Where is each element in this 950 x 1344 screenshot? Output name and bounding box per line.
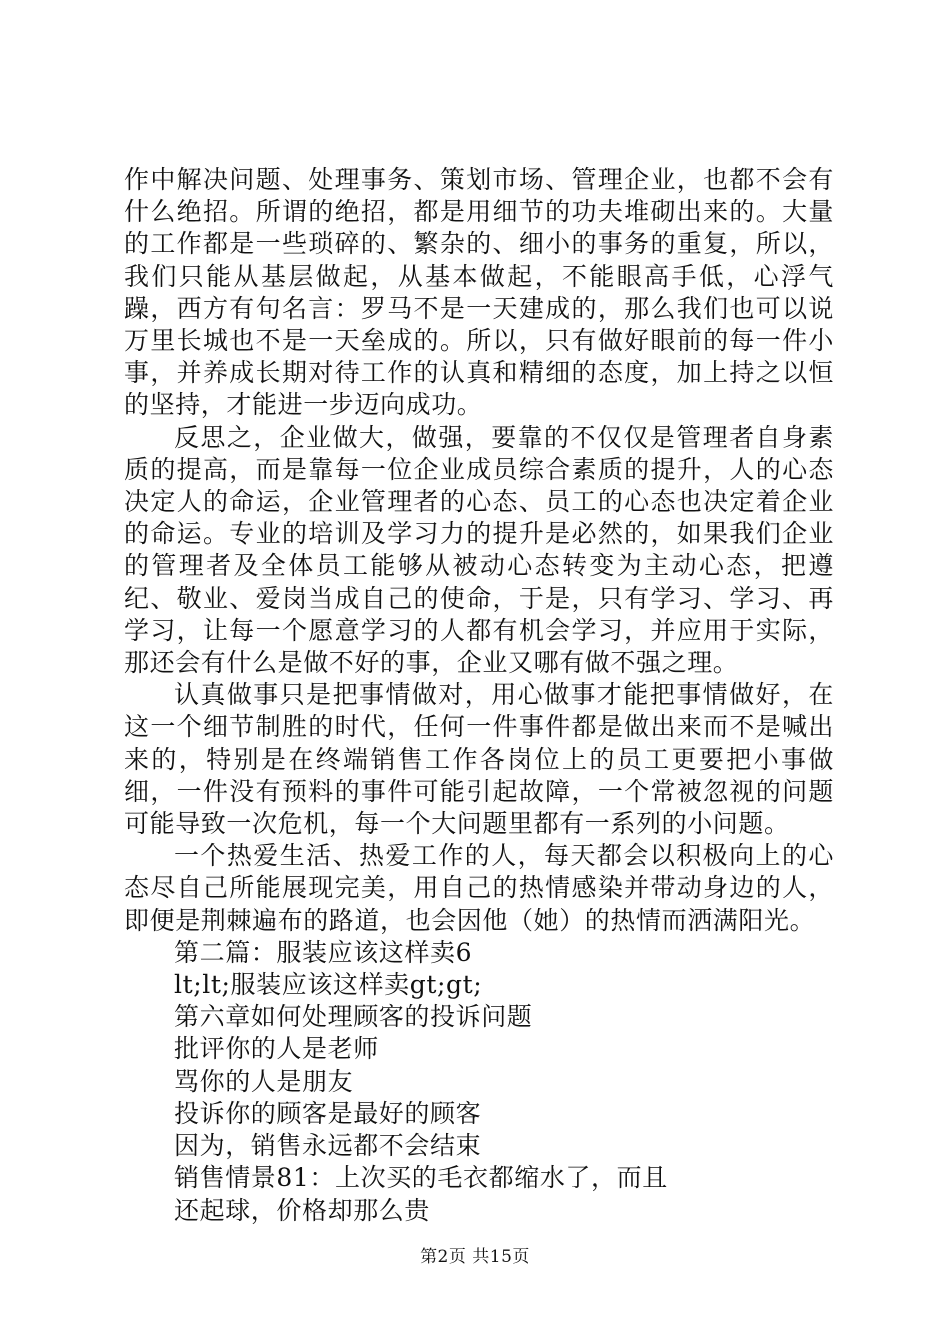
text-line: 批评你的人是老师 <box>174 1034 379 1064</box>
document-body <box>124 164 834 1227</box>
text-line: 骂你的人是朋友 <box>174 1066 354 1096</box>
paragraph-1: 作中解决问题、处理事务、策划市场、管理企业，也都不会有什么绝招。所谓的绝招，都是用细节的功夫堆砌出来的。大量的工作都是一些琐碎的、繁杂的、细小的事务的重复，所以，我们只能从基层做起，从基本做起，不能眼高手低，心浮气躁，西方有句名言：罗马不是一天建成的，那么我们也可以说万里长城也不是一天垒成的。所以，只有做好眼前的每一件小事，并养成长期对待工作的认真和精细的态度，加上持之以恒的坚持，才能进一步迈向成功。 <box>124 165 834 420</box>
scenario-title-line: 销售情景81：上次买的毛衣都缩水了，而且 <box>174 1163 668 1193</box>
text-line: 投诉你的顾客是最好的顾客 <box>174 1098 482 1128</box>
paragraph-3: 认真做事只是把事情做对，用心做事才能把事情做好，在这一个细节制胜的时代，任何一件事件都是做出来而不是喊出来的，特别是在终端销售工作各岗位上的员工更要把小事做细，一件没有预料的事件可能引起故障，一个常被忽视的问题可能导致一次危机，每一个大问题里都有一系列的小问题。 <box>124 680 834 839</box>
text-line: 因为，销售永远都不会结束 <box>174 1131 482 1161</box>
section-title-line: 第六章如何处理顾客的投诉问题 <box>174 1002 533 1032</box>
chapter-heading-line: 第二篇：服装应该这样卖6 <box>174 937 473 967</box>
book-title-line: lt;lt;服装应该这样卖gt;gt; <box>174 970 483 1000</box>
paragraph-4: 一个热爱生活、热爱工作的人，每天都会以积极向上的心态尽自己所能展现完美，用自己的热情感染并带动身边的人，即便是荆棘遍布的路道，也会因他（她）的热情而洒满阳光。 <box>124 841 834 935</box>
paragraph-2: 反思之，企业做大，做强，要靠的不仅仅是管理者自身素质的提高，而是靠每一位企业成员综合素质的提升，人的心态决定人的命运，企业管理者的心态、员工的心态也决定着企业的命运。专业的培训及学习力的提升是必然的，如果我们企业的管理者及全体员工能够从被动心态转变为主动心态，把遵纪、敬业、爱岗当成自己的使命，于是，只有学习、学习、再学习，让每一个愿意学习的人都有机会学习，并应用于实际，那还会有什么是做不好的事，企业又哪有做不强之理。 <box>124 422 834 678</box>
page-number-footer: 第2页 共15页 <box>420 1247 530 1267</box>
scenario-title-continuation: 还起球，价格却那么贵 <box>174 1195 431 1225</box>
